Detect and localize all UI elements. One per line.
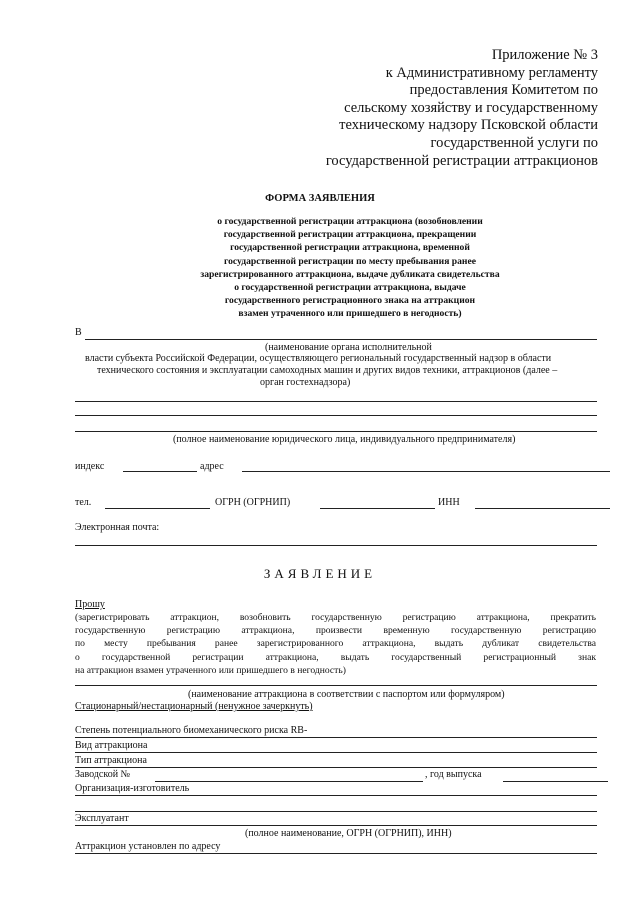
phone-label: тел. — [75, 497, 92, 508]
header-line: к Административному регламенту — [385, 64, 598, 81]
request-option-line: на аттракцион взамен утраченного или пришедшего в негодность) — [75, 664, 346, 676]
header-line: предоставления Комитетом по — [409, 82, 598, 99]
ogrn-label: ОГРН (ОГРНИП) — [215, 497, 291, 508]
form-title: ФОРМА ЗАЯВЛЕНИЯ — [265, 193, 375, 204]
header-line: сельскому хозяйству и государственному — [344, 99, 598, 116]
attraction-name-hint: (наименование аттракциона в соответствии с паспортом или формуляром) — [188, 689, 505, 700]
recipient-field[interactable] — [85, 339, 597, 340]
operator-label: Эксплуатант — [75, 813, 129, 824]
attraction-name-field[interactable] — [75, 685, 597, 686]
applicant-name-line-1[interactable] — [75, 401, 597, 402]
inn-label: ИНН — [438, 497, 460, 508]
subtitle-line: государственной регистрации аттракциона, временной — [230, 242, 470, 254]
risk-label: Степень потенциального биомеханического риска RB- — [75, 725, 308, 736]
request-option-line: о государственной регистрации аттракциона, выдать государственный регистрационный знак — [75, 651, 596, 663]
operator-hint: (полное наименование, ОГРН (ОГРНИП), ИНН) — [245, 828, 452, 839]
subtitle-line: государственного регистрационного знака на аттракцион — [224, 295, 476, 307]
subtitle-line: зарегистрированного аттракциона, выдаче дубликата свидетельства — [200, 268, 500, 280]
to-label: В — [75, 327, 82, 338]
applicant-name-line-3[interactable] — [75, 431, 597, 432]
form-subtitle — [130, 215, 570, 321]
installed-address-field[interactable] — [75, 853, 597, 854]
recipient-hint: (наименование органа исполнительной — [265, 342, 432, 353]
serial-field[interactable] — [155, 781, 423, 782]
appendix-header — [238, 47, 598, 170]
header-line: техническому надзору Псковской области — [339, 117, 598, 134]
recipient-hint: орган гостехнадзора) — [260, 377, 351, 388]
stationary-label[interactable]: Стационарный/нестационарный (ненужное зачеркнуть) — [75, 701, 313, 712]
operator-field[interactable] — [75, 825, 597, 826]
year-field[interactable] — [503, 781, 608, 782]
header-line: государственной услуги по — [430, 134, 598, 151]
manufacturer-field-2[interactable] — [75, 811, 597, 812]
inn-field[interactable] — [475, 508, 610, 509]
kind-field[interactable] — [75, 752, 597, 753]
subtitle-line: взамен утраченного или пришедшего в негодность) — [238, 308, 462, 320]
header-line: Приложение № 3 — [491, 47, 598, 63]
index-field[interactable] — [123, 471, 197, 472]
recipient-hint: власти субъекта Российской Федерации, осуществляющего региональный государственный надзор в области — [85, 353, 552, 364]
type-label: Тип аттракциона — [75, 755, 147, 766]
request-options — [75, 611, 596, 677]
address-field[interactable] — [242, 471, 610, 472]
statement-heading: ЗАЯВЛЕНИЕ — [263, 566, 377, 581]
request-label: Прошу — [75, 599, 105, 610]
type-field[interactable] — [75, 767, 597, 768]
year-label: , год выпуска — [425, 769, 482, 780]
manufacturer-label: Организация-изготовитель — [75, 783, 190, 794]
subtitle-line: государственной регистрации по месту пребывания ранее — [224, 255, 476, 267]
address-label: адрес — [200, 461, 224, 472]
kind-label: Вид аттракциона — [75, 740, 148, 751]
request-option-line: по месту пребывания ранее зарегистрированного аттракциона, выдать дубликат свидетельства — [75, 638, 596, 650]
email-label: Электронная почта: — [75, 522, 160, 533]
manufacturer-field[interactable] — [75, 795, 597, 796]
request-option-line: (зарегистрировать аттракцион, возобновить государственную регистрацию аттракциона, прекратить — [75, 612, 596, 623]
ogrn-field[interactable] — [320, 508, 435, 509]
phone-field[interactable] — [105, 508, 210, 509]
applicant-name-hint: (полное наименование юридического лица, индивидуального предпринимателя) — [173, 434, 516, 445]
header-line: государственной регистрации аттракционов — [325, 152, 598, 169]
serial-label: Заводской № — [75, 769, 131, 780]
subtitle-line: о государственной регистрации аттракциона, выдаче — [234, 282, 466, 294]
installed-address-label: Аттракцион установлен по адресу — [75, 841, 221, 852]
risk-field[interactable] — [75, 737, 597, 738]
subtitle-line: государственной регистрации аттракциона, прекращении — [223, 229, 477, 241]
index-label: индекс — [75, 461, 105, 472]
request-option-line: государственную регистрацию аттракциона, произвести временную государственную регистрацию — [75, 625, 596, 637]
recipient-hint: технического состояния и эксплуатации самоходных машин и других видов техники, аттракционов (далее – — [97, 365, 558, 376]
applicant-name-line-2[interactable] — [75, 415, 597, 416]
email-field[interactable] — [75, 545, 597, 546]
subtitle-line: о государственной регистрации аттракциона (возобновлении — [217, 216, 483, 227]
